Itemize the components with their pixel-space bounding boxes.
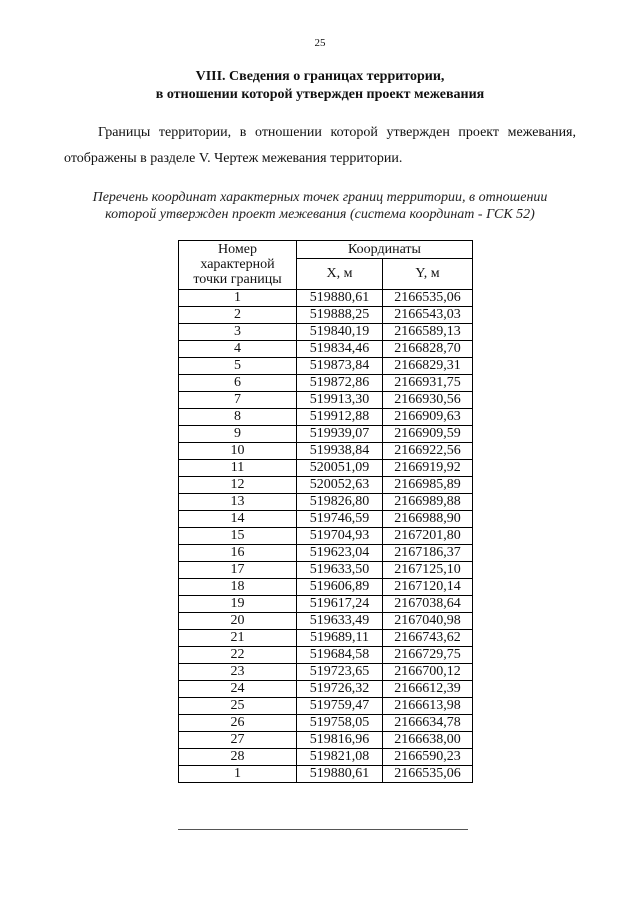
y-coordinate-cell: 2166613,98	[383, 698, 473, 715]
point-number-cell: 16	[179, 545, 297, 562]
x-coordinate-cell: 519633,49	[297, 613, 383, 630]
x-coordinate-cell: 519816,96	[297, 732, 383, 749]
y-coordinate-cell: 2167038,64	[383, 596, 473, 613]
x-coordinate-cell: 519939,07	[297, 426, 383, 443]
point-number-cell: 26	[179, 715, 297, 732]
point-number-cell: 1	[179, 766, 297, 783]
section-heading-line-2: в отношении которой утвержден проект межевания	[155, 87, 485, 102]
x-coordinate-cell: 519913,30	[297, 392, 383, 409]
table-row	[179, 290, 473, 307]
point-number-cell: 7	[179, 392, 297, 409]
header-x: X, м	[297, 259, 383, 290]
point-number-cell: 27	[179, 732, 297, 749]
table-row	[179, 341, 473, 358]
point-number-cell: 8	[179, 409, 297, 426]
x-coordinate-cell: 519888,25	[297, 307, 383, 324]
point-number-cell: 10	[179, 443, 297, 460]
y-coordinate-cell: 2166700,12	[383, 664, 473, 681]
y-coordinate-cell: 2166743,62	[383, 630, 473, 647]
x-coordinate-cell: 520051,09	[297, 460, 383, 477]
table-row	[179, 766, 473, 783]
y-coordinate-cell: 2167120,14	[383, 579, 473, 596]
point-number-cell: 18	[179, 579, 297, 596]
point-number-cell: 2	[179, 307, 297, 324]
table-caption-line-2: которой утвержден проект межевания (система координат - ГСК 52)	[105, 207, 535, 222]
table-row	[179, 460, 473, 477]
table-row	[179, 664, 473, 681]
header-point-number	[179, 241, 297, 290]
table-row	[179, 528, 473, 545]
table-row	[179, 477, 473, 494]
y-coordinate-cell: 2167201,80	[383, 528, 473, 545]
y-coordinate-cell: 2166829,31	[383, 358, 473, 375]
table-row	[179, 681, 473, 698]
header-y: Y, м	[383, 259, 473, 290]
table-row	[179, 443, 473, 460]
y-coordinate-cell: 2166634,78	[383, 715, 473, 732]
header-point-number-line-3: точки границы	[193, 272, 282, 287]
x-coordinate-cell: 519834,46	[297, 341, 383, 358]
page-number: 25	[314, 37, 326, 49]
section-heading	[0, 68, 640, 104]
table-row	[179, 630, 473, 647]
x-coordinate-cell: 519759,47	[297, 698, 383, 715]
point-number-cell: 25	[179, 698, 297, 715]
x-coordinate-cell: 519880,61	[297, 290, 383, 307]
point-number-cell: 28	[179, 749, 297, 766]
point-number-cell: 23	[179, 664, 297, 681]
x-coordinate-cell: 520052,63	[297, 477, 383, 494]
section-heading-line-1: VIII. Сведения о границах территории,	[195, 69, 445, 84]
table-row	[179, 715, 473, 732]
body-paragraph	[64, 120, 576, 172]
table-row	[179, 613, 473, 630]
y-coordinate-cell: 2166909,59	[383, 426, 473, 443]
y-coordinate-cell: 2166828,70	[383, 341, 473, 358]
x-coordinate-cell: 519617,24	[297, 596, 383, 613]
x-coordinate-cell: 519758,05	[297, 715, 383, 732]
body-paragraph-line-2: отображены в разделе V. Чертеж межевания территории.	[64, 151, 403, 166]
y-coordinate-cell: 2166535,06	[383, 766, 473, 783]
table-row	[179, 749, 473, 766]
table-row	[179, 596, 473, 613]
header-coordinates: Координаты	[297, 241, 473, 259]
y-coordinate-cell: 2166931,75	[383, 375, 473, 392]
x-coordinate-cell: 519684,58	[297, 647, 383, 664]
y-coordinate-cell: 2167186,37	[383, 545, 473, 562]
x-coordinate-cell: 519746,59	[297, 511, 383, 528]
table-row	[179, 647, 473, 664]
point-number-cell: 11	[179, 460, 297, 477]
point-number-cell: 22	[179, 647, 297, 664]
x-coordinate-cell: 519880,61	[297, 766, 383, 783]
table-row	[179, 409, 473, 426]
y-coordinate-cell: 2166988,90	[383, 511, 473, 528]
y-coordinate-cell: 2166989,88	[383, 494, 473, 511]
point-number-cell: 4	[179, 341, 297, 358]
y-coordinate-cell: 2166590,23	[383, 749, 473, 766]
table-row	[179, 511, 473, 528]
x-coordinate-cell: 519873,84	[297, 358, 383, 375]
point-number-cell: 1	[179, 290, 297, 307]
header-point-number-line-1: Номер	[218, 242, 257, 257]
table-caption	[60, 189, 580, 223]
y-coordinate-cell: 2166930,56	[383, 392, 473, 409]
y-coordinate-cell: 2167125,10	[383, 562, 473, 579]
table-row	[179, 545, 473, 562]
y-coordinate-cell: 2166589,13	[383, 324, 473, 341]
point-number-cell: 20	[179, 613, 297, 630]
point-number-cell: 6	[179, 375, 297, 392]
y-coordinate-cell: 2166612,39	[383, 681, 473, 698]
bottom-divider	[178, 829, 468, 830]
y-coordinate-cell: 2166909,63	[383, 409, 473, 426]
table-row	[179, 324, 473, 341]
x-coordinate-cell: 519821,08	[297, 749, 383, 766]
x-coordinate-cell: 519633,50	[297, 562, 383, 579]
y-coordinate-cell: 2166922,56	[383, 443, 473, 460]
table-row	[179, 307, 473, 324]
point-number-cell: 17	[179, 562, 297, 579]
table-row	[179, 732, 473, 749]
point-number-cell: 13	[179, 494, 297, 511]
y-coordinate-cell: 2167040,98	[383, 613, 473, 630]
table-row	[179, 698, 473, 715]
x-coordinate-cell: 519840,19	[297, 324, 383, 341]
point-number-cell: 24	[179, 681, 297, 698]
coordinates-table	[178, 240, 473, 783]
point-number-cell: 9	[179, 426, 297, 443]
point-number-cell: 3	[179, 324, 297, 341]
y-coordinate-cell: 2166543,03	[383, 307, 473, 324]
point-number-cell: 14	[179, 511, 297, 528]
table-row	[179, 494, 473, 511]
y-coordinate-cell: 2166729,75	[383, 647, 473, 664]
point-number-cell: 19	[179, 596, 297, 613]
point-number-cell: 21	[179, 630, 297, 647]
table-row	[179, 392, 473, 409]
x-coordinate-cell: 519872,86	[297, 375, 383, 392]
y-coordinate-cell: 2166638,00	[383, 732, 473, 749]
y-coordinate-cell: 2166919,92	[383, 460, 473, 477]
point-number-cell: 12	[179, 477, 297, 494]
table-row	[179, 562, 473, 579]
coordinates-table-body	[179, 290, 473, 783]
y-coordinate-cell: 2166985,89	[383, 477, 473, 494]
table-row	[179, 375, 473, 392]
x-coordinate-cell: 519912,88	[297, 409, 383, 426]
table-row	[179, 579, 473, 596]
point-number-cell: 15	[179, 528, 297, 545]
x-coordinate-cell: 519689,11	[297, 630, 383, 647]
table-row	[179, 426, 473, 443]
x-coordinate-cell: 519726,32	[297, 681, 383, 698]
table-caption-line-1: Перечень координат характерных точек границ территории, в отношении	[92, 190, 548, 205]
x-coordinate-cell: 519606,89	[297, 579, 383, 596]
x-coordinate-cell: 519704,93	[297, 528, 383, 545]
body-paragraph-line-1: Границы территории, в отношении которой утвержден проект межевания,	[98, 125, 576, 140]
header-point-number-line-2: характерной	[200, 257, 275, 272]
x-coordinate-cell: 519723,65	[297, 664, 383, 681]
y-coordinate-cell: 2166535,06	[383, 290, 473, 307]
table-row	[179, 358, 473, 375]
x-coordinate-cell: 519938,84	[297, 443, 383, 460]
x-coordinate-cell: 519826,80	[297, 494, 383, 511]
point-number-cell: 5	[179, 358, 297, 375]
x-coordinate-cell: 519623,04	[297, 545, 383, 562]
